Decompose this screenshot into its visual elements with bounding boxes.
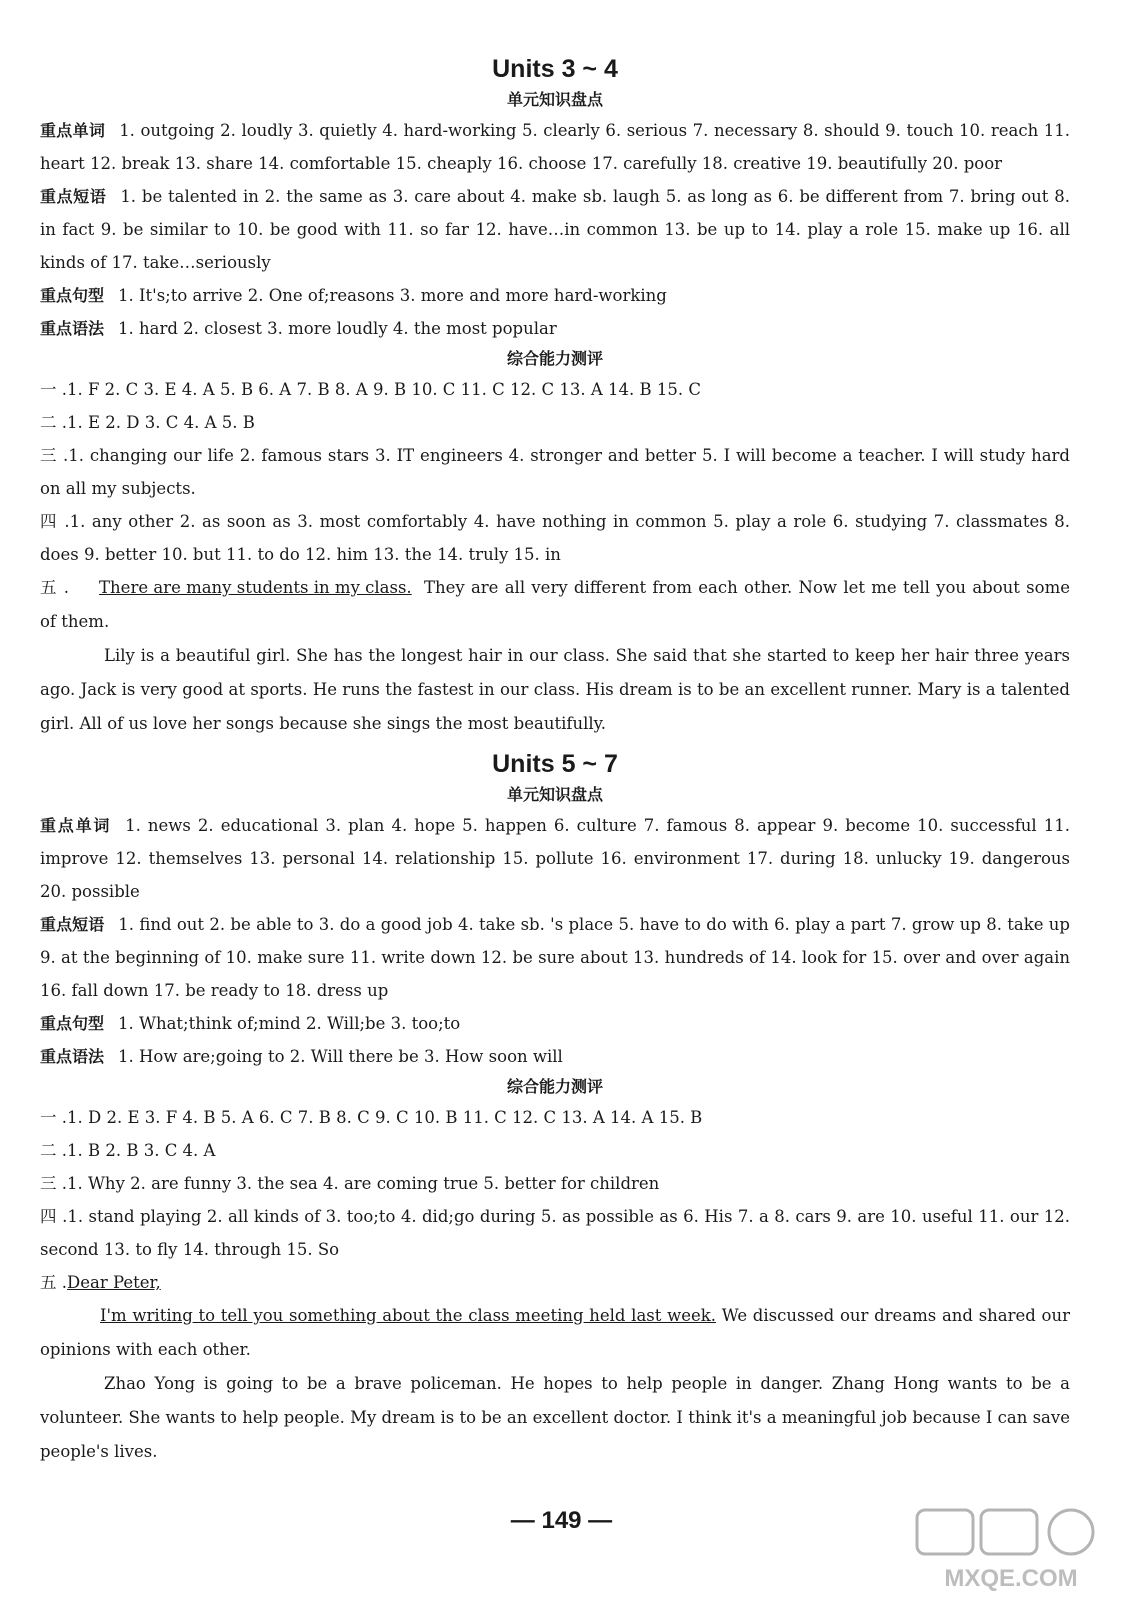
key-words [40,114,1070,180]
key-grammar [40,312,1070,345]
knowledge-heading: 单元知识盘点 [506,785,603,804]
key-words-label: 重点单词 [40,816,112,835]
key-grammar-label: 重点语法 [40,319,105,338]
answer-section-3: 三 .1. Why 2. are funny 3. the sea 4. are coming true 5. better for children [40,1174,660,1193]
letter-text: We discussed our dreams and shared our opinions with each other. [40,1306,1070,1359]
answer-page [40,52,1070,1469]
key-sentences [40,279,1070,312]
key-sentences-label: 重点句型 [40,286,105,305]
key-grammar [40,1040,1070,1073]
key-grammar-text: 1. hard 2. closest 3. more loudly 4. the most popular [118,319,557,338]
key-phrases-label: 重点短语 [40,915,105,934]
key-grammar-text: 1. How are;going to 2. Will there be 3. How soon will [118,1047,563,1066]
key-phrases [40,908,1070,1007]
key-words-text: 1. outgoing 2. loudly 3. quietly 4. hard-working 5. clearly 6. serious 7. necessary 8. should 9. touch 10. reach 11. heart 12. break 13. share 14. comfortable 15. cheaply 16. choose 17. carefully 18. creative 19. beautifully 20. poor [40,121,1070,173]
letter-paragraph [40,1299,1070,1367]
letter-greeting: Dear Peter, [67,1273,161,1292]
key-phrases-label: 重点短语 [40,187,107,206]
answer-section-3: 三 .1. changing our life 2. famous stars 3. IT engineers 4. stronger and better 5. I will become a teacher. I will study hard on all my subjects. [40,446,1070,498]
key-sentences [40,1007,1070,1040]
key-phrases [40,180,1070,279]
key-sentences-label: 重点句型 [40,1014,105,1033]
key-words-text: 1. news 2. educational 3. plan 4. hope 5. happen 6. culture 7. famous 8. appear 9. become 10. successful 11. improve 12. themselves 13. personal 14. relationship 15. pollute 16. environment 17. during 18. unlucky 19. dangerous 20. possible [40,816,1070,901]
essay-text: They are all very different from each other. Now let me tell you about some of them. [40,578,1070,631]
page-number: — 149 — [510,1507,613,1534]
test-heading: 综合能力测评 [506,349,603,368]
knowledge-heading: 单元知识盘点 [506,90,603,109]
key-sentences-text: 1. It's;to arrive 2. One of;reasons 3. more and more hard-working [118,286,667,305]
watermark-text: MXQE.COM [944,1565,1078,1592]
answer-section-5 [40,1266,1070,1299]
answer-section-4: 四 .1. stand playing 2. all kinds of 3. too;to 4. did;go during 5. as possible as 6. His 7. a 8. cars 9. are 10. useful 11. our 12. second 13. to fly 14. through 15. So [40,1207,1070,1259]
letter-first-sentence: I'm writing to tell you something about the class meeting held last week. [100,1306,716,1325]
answer-section-5 [40,571,1070,639]
answer-section-1: 一 .1. D 2. E 3. F 4. B 5. A 6. C 7. B 8. C 9. C 10. B 11. C 12. C 13. A 14. A 15. B [40,1108,703,1127]
answer-section-1: 一 .1. F 2. C 3. E 4. A 5. B 6. A 7. B 8. A 9. B 10. C 11. C 12. C 13. A 14. B 15. C [40,380,701,399]
test-heading: 综合能力测评 [506,1077,603,1096]
key-words-label: 重点单词 [40,121,106,140]
section-5-label: 五 . [40,578,70,597]
answer-section-4: 四 .1. any other 2. as soon as 3. most comfortably 4. have nothing in common 5. play a role 6. studying 7. classmates 8. does 9. better 10. but 11. to do 12. him 13. the 14. truly 15. in [40,512,1070,564]
key-phrases-text: 1. find out 2. be able to 3. do a good job 4. take sb. 's place 5. have to do with 6. play a part 7. grow up 8. take up 9. at the beginning of 10. make sure 11. write down 12. be sure about 13. hundreds of 14. look for 15. over and over again 16. fall down 17. be ready to 18. dress up [40,915,1070,1000]
key-words [40,809,1070,908]
watermark-logo [911,1508,1109,1594]
letter-paragraph-2: Zhao Yong is going to be a brave policeman. He hopes to help people in danger. Zhang Hong wants to be a volunteer. She wants to help people. My dream is to be an excellent doctor. I think it's a meaningful job because I can save people's lives. [40,1374,1070,1461]
unit-title: Units 5 ~ 7 [492,750,618,778]
essay-first-sentence: There are many students in my class. [99,578,412,597]
answer-section-2: 二 .1. E 2. D 3. C 4. A 5. B [40,413,255,432]
key-sentences-text: 1. What;think of;mind 2. Will;be 3. too;to [118,1014,461,1033]
unit-title: Units 3 ~ 4 [492,55,618,83]
key-grammar-label: 重点语法 [40,1047,105,1066]
section-5-label: 五 . [40,1273,67,1292]
essay-paragraph: Lily is a beautiful girl. She has the longest hair in our class. She said that she started to keep her hair three years ago. Jack is very good at sports. He runs the fastest in our class. His dream is to be an excellent runner. Mary is a talented girl. All of us love her songs because she sings the most beautifully. [40,646,1070,733]
key-phrases-text: 1. be talented in 2. the same as 3. care about 4. make sb. laugh 5. as long as 6. be different from 7. bring out 8. in fact 9. be similar to 10. be good with 11. so far 12. have…in common 13. be up to 14. play a role 15. make up 16. all kinds of 17. take…seriously [40,187,1070,272]
answer-section-2: 二 .1. B 2. B 3. C 4. A [40,1141,216,1160]
